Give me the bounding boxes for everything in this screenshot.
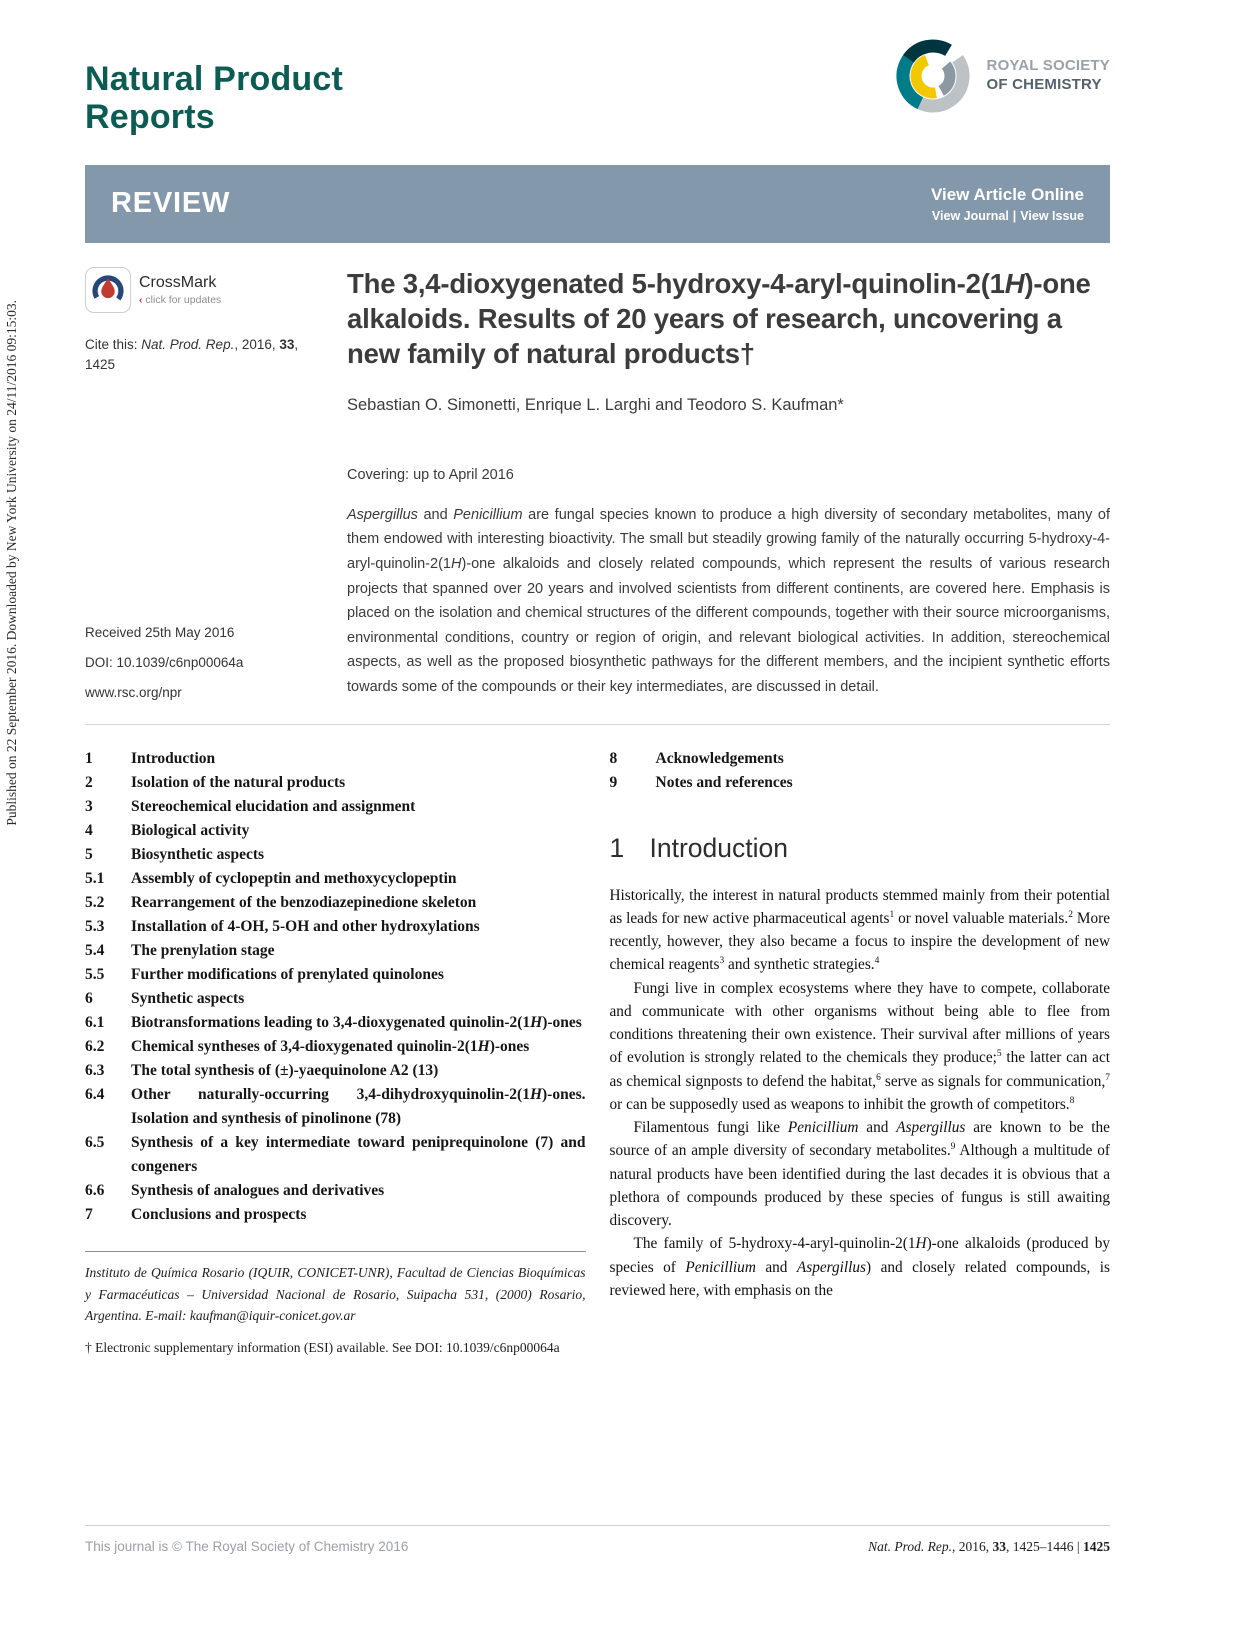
- crossmark-badge[interactable]: [85, 267, 255, 313]
- masthead: [85, 0, 1110, 137]
- main-content: [85, 747, 1110, 1359]
- view-article-online-link[interactable]: View Article Online: [930, 184, 1084, 204]
- rsc-logo-text-line2: OF CHEMISTRY: [986, 76, 1102, 93]
- toc-item-6[interactable]: 6 Synthetic aspects: [85, 989, 245, 1007]
- left-column: [85, 747, 586, 1359]
- rsc-logo: [889, 32, 1110, 120]
- article-title: The 3,4-dioxygenated 5-hydroxy-4-aryl-quinolin-2(1H)-one alkaloids. Results of 20 years of research, uncovering a new family of natural products†: [347, 267, 1091, 369]
- toc-item-4[interactable]: 4 Biological activity: [85, 821, 250, 839]
- copyright-notice: This journal is © The Royal Society of Chemistry 2016: [85, 1539, 409, 1554]
- covering-note: Covering: up to April 2016: [347, 466, 514, 483]
- doi: DOI: 10.1039/c6np00064a: [85, 654, 244, 670]
- toc-item-6-5[interactable]: 6.5 Synthesis of a key intermediate toward peniprequinolone (7) and congeners: [85, 1133, 586, 1175]
- crossmark-text: [139, 274, 221, 306]
- view-journal-link[interactable]: View Journal: [931, 208, 1009, 223]
- toc-item-8[interactable]: 8 Acknowledgements: [609, 749, 784, 767]
- review-banner: [85, 165, 1110, 243]
- toc-item-9[interactable]: 9 Notes and references: [609, 773, 793, 791]
- journal-title: [85, 60, 343, 137]
- page-footer: [85, 1525, 1110, 1555]
- table-of-contents-right: [610, 747, 1111, 795]
- intro-paragraph-1: Historically, the interest in natural products stemmed mainly from their potential as leads for new active pharmaceutical agents$^1$ or novel valuable materials.$^2$ More recently, however, they also became a focus to inspire the development of new chemical reagents$^3$ and synthetic strategies.$^4$: [609, 886, 1110, 974]
- rsc-logo-text: [987, 57, 1110, 95]
- article-header: [85, 267, 1110, 415]
- citation-info: Cite this: Nat. Prod. Rep., 2016, 33, 1425: [85, 336, 299, 373]
- journal-title-line1: Natural Product: [85, 60, 344, 98]
- footnote-block: [85, 1251, 586, 1358]
- right-column: [610, 747, 1111, 1359]
- section-heading-introduction: [610, 833, 1111, 864]
- publication-info: [85, 610, 347, 700]
- toc-item-3[interactable]: 3 Stereochemical elucidation and assignment: [85, 797, 416, 815]
- affiliation-footnote: Instituto de Química Rosario (IQUIR, CONICET-UNR), Facultad de Ciencias Bioquímicas y Farmacéuticas – Universidad Nacional de Rosario, Suipacha 531, (2000) Rosario, Argentina. E-mail: kaufman@iquir-conicet.gov.ar: [85, 1265, 586, 1324]
- article-header-left: [85, 267, 347, 415]
- toc-item-6-6[interactable]: 6.6 Synthesis of analogues and derivatives: [85, 1181, 385, 1199]
- toc-item-5-2[interactable]: 5.2 Rearrangement of the benzodiazepinedione skeleton: [85, 893, 477, 911]
- review-label: REVIEW: [111, 187, 231, 220]
- received-date: Received 25th May 2016: [85, 624, 235, 640]
- intro-paragraph-2: Fungi live in complex ecosystems where they have to compete, collaborate and communicate with other organisms without being able to flee from conditions threatening their own existence. Their survival after millions of years of evolution is strongly related to the chemicals they produce;$^5$ the latter can act as chemical signposts to defend the habitat,$^6$ serve as signals for communication,$^7$ or can be supposedly used as weapons to inhibit the growth of competitors.$^8$: [609, 979, 1111, 1113]
- section-number: 1: [609, 832, 625, 863]
- toc-item-5-1[interactable]: 5.1 Assembly of cyclopeptin and methoxycyclopeptin: [85, 869, 457, 887]
- toc-item-6-1[interactable]: 6.1 Biotransformations leading to 3,4-dioxygenated quinolin-2(1H)-ones: [85, 1013, 582, 1031]
- view-issue-link[interactable]: View Issue: [1020, 208, 1084, 223]
- publication-stamp: Published on 22 September 2016. Downloaded by New York University on 24/11/2016 09:15:03.: [4, 300, 19, 826]
- header-divider: [85, 724, 1110, 725]
- esi-footnote: † Electronic supplementary information (ESI) available. See DOI: 10.1039/c6np00064a: [85, 1339, 560, 1355]
- toc-item-6-3[interactable]: 6.3 The total synthesis of (±)-yaequinolone A2 (13): [85, 1061, 439, 1079]
- abstract-column: [347, 467, 1110, 700]
- section-title: Introduction: [649, 832, 788, 863]
- toc-item-6-2[interactable]: 6.2 Chemical syntheses of 3,4-dioxygenated quinolin-2(1H)-ones: [85, 1037, 530, 1055]
- toc-item-5[interactable]: 5 Biosynthetic aspects: [85, 845, 265, 863]
- authors: Sebastian O. Simonetti, Enrique L. Larghi and Teodoro S. Kaufman*: [347, 395, 844, 414]
- toc-item-2[interactable]: 2 Isolation of the natural products: [85, 773, 346, 791]
- crossmark-label: CrossMark: [139, 273, 217, 291]
- intro-paragraph-4: The family of 5-hydroxy-4-aryl-quinolin-2(1H)-one alkaloids (produced by species of Penicillium and Aspergillus) and closely related compounds, is reviewed here, with emphasis on the: [609, 1235, 1110, 1299]
- article-header-right: [347, 267, 1110, 415]
- toc-item-5-3[interactable]: 5.3 Installation of 4-OH, 5-OH and other hydroxylations: [85, 917, 480, 935]
- crossmark-subtext: ‹ click for updates: [139, 294, 221, 306]
- abstract-section: [85, 467, 1110, 700]
- rsc-logo-text-line1: ROYAL SOCIETY: [986, 57, 1110, 75]
- crossmark-icon: [85, 267, 131, 313]
- journal-title-line2: Reports: [85, 98, 215, 137]
- journal-url-link[interactable]: www.rsc.org/npr: [85, 684, 182, 700]
- toc-item-7[interactable]: 7 Conclusions and prospects: [85, 1206, 307, 1223]
- citation-page-number: Nat. Prod. Rep., 2016, 33, 1425–1446 | 1425: [868, 1539, 1110, 1554]
- banner-links-block: [931, 185, 1084, 223]
- abstract-text: Aspergillus and Penicillium are fungal species known to produce a high diversity of secondary metabolites, many of them endowed with interesting bioactivity. The small but steadily growing family of the naturally occurring 5-hydroxy-4-aryl-quinolin-2(1H)-one alkaloids and closely related compounds, which represent the results of various research projects that spanned over 20 years and involved scientists from different continents, are covered here. Emphasis is placed on the isolation and chemical structures of the different compounds, together with their source microorganisms, environmental conditions, country or region of origin, and relevant biological activities. In addition, stereochemical aspects, as well as the proposed biosynthetic pathways for the different members, and the incipient synthetic efforts towards some of the compounds or their key intermediates, are discussed in detail.: [347, 506, 1111, 696]
- toc-item-1[interactable]: 1 Introduction: [85, 749, 216, 767]
- intro-paragraph-3: Filamentous fungi like Penicillium and Aspergillus are known to be the source of an ample diversity of secondary metabolites.$^9$ Although a multitude of natural products have been identified during the last decades it is obvious that a plethora of compounds produced by these species of fungus is still awaiting discovery.: [609, 1119, 1110, 1230]
- toc-item-5-4[interactable]: 5.4 The prenylation stage: [85, 941, 275, 959]
- toc-item-6-4[interactable]: 6.4 Other naturally-occurring 3,4-dihydroxyquinolin-2(1H)-ones. Isolation and synthesis of pinolinone (78): [85, 1085, 586, 1127]
- toc-item-5-5[interactable]: 5.5 Further modifications of prenylated quinolones: [85, 965, 444, 983]
- rsc-logo-icon: [889, 32, 977, 120]
- banner-separator: |: [1012, 208, 1017, 223]
- table-of-contents: [85, 747, 586, 1227]
